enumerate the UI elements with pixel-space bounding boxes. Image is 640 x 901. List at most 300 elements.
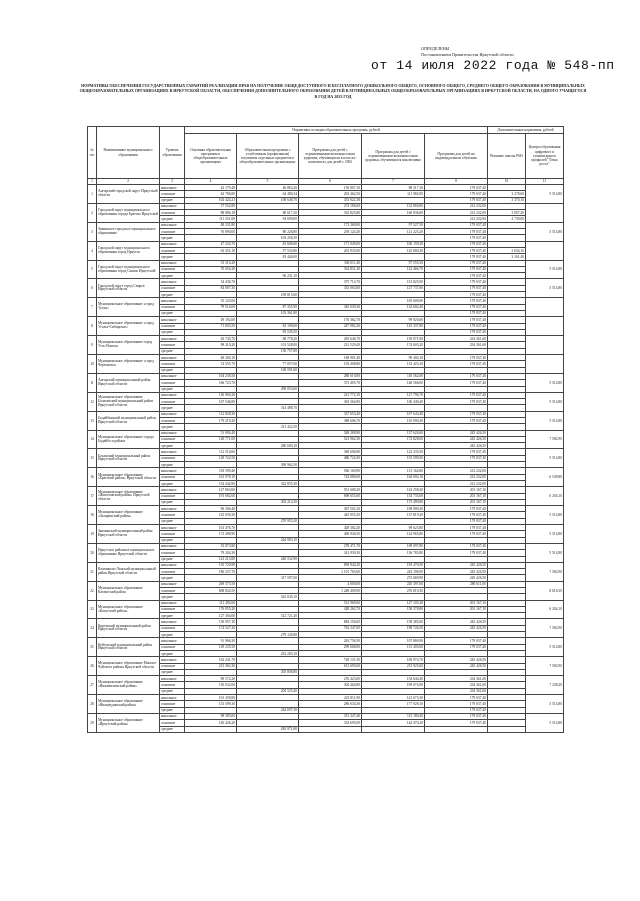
value-cell-individual: 179 037,40: [425, 455, 488, 461]
municipality-name-cell: Муниципальное образование «Братский район» Иркутской области: [97, 468, 160, 487]
value-cell-ovz-class: 201 935,00: [299, 247, 362, 253]
value-cell-basic: 172 288,90: [185, 531, 237, 537]
level-cell: среднее: [160, 386, 185, 392]
col-header-level: Уровень образования: [160, 127, 185, 179]
municipality-name-cell: Иркутское районное муниципальное образование Иркутской области: [97, 543, 160, 562]
value-cell-basic: 161 078,10: [185, 474, 237, 480]
value-cell-ovz-inclusive: 220 397,60: [362, 581, 425, 587]
value-cell-ovz-class: 239 124,20: [299, 229, 362, 235]
value-cell-ovz-inclusive: 193 470,50: [362, 562, 425, 568]
level-cell: основное: [160, 266, 185, 272]
value-cell-ovz-class: 400 940,50: [299, 531, 362, 537]
value-cell-ovz-inclusive: 105 600,90: [362, 298, 425, 304]
value-cell-individual: 179 037,40: [425, 254, 488, 260]
level-cell: среднее: [160, 254, 185, 260]
value-cell-individual: 201 167,10: [425, 493, 488, 499]
column-number-cell: 3: [160, 179, 185, 185]
value-cell-ovz-class: 388 606,70: [299, 417, 362, 423]
value-cell-basic: 89 572,20: [185, 676, 237, 682]
value-cell-basic: 76 890,00: [185, 229, 237, 235]
level-cell: начальное: [160, 468, 185, 474]
value-cell-advanced: 64 480,34: [237, 191, 299, 197]
value-cell-ovz-class: 428 382,20: [299, 525, 362, 531]
value-cell-individual: 201 167,10: [425, 600, 488, 606]
value-cell-advanced: 109 815,60: [237, 292, 299, 298]
value-cell-advanced: 101 528,00: [237, 342, 299, 348]
value-cell-individual: 245 426,50: [425, 575, 488, 581]
value-cell-basic: 37 552,80: [185, 203, 237, 209]
level-cell: среднее: [160, 575, 185, 581]
level-cell: основное: [160, 285, 185, 291]
value-cell-growth-point: 7 582,90: [526, 657, 564, 676]
level-cell: начальное: [160, 619, 185, 625]
municipality-name-cell: Муниципальное образование «город Черемхово»: [97, 355, 160, 374]
row-number-cell: 1: [88, 185, 97, 204]
value-cell-ovz-class: 274 186,60: [299, 203, 362, 209]
value-cell-ovz-inclusive: 127 737,60: [362, 285, 425, 291]
municipality-name-cell: Киренский муниципальный район Иркутской области: [97, 619, 160, 638]
level-cell: начальное: [160, 713, 185, 719]
level-cell: начальное: [160, 581, 185, 587]
value-cell-ovz-class: 702 347,00: [299, 625, 362, 631]
value-cell-ovz-inclusive: 99 920,60: [362, 317, 425, 323]
value-cell-ovz-class: 551 608,20: [299, 487, 362, 493]
value-cell-individual: 212 232,00: [425, 480, 488, 486]
value-cell-individual: 179 037,40: [425, 310, 488, 316]
value-cell-ovz-class: 286 634,30: [299, 701, 362, 707]
value-cell-advanced: 83 444,00: [237, 254, 299, 260]
municipality-name-cell: Муниципальное образование город Усть-Илимск: [97, 336, 160, 355]
level-cell: начальное: [160, 657, 185, 663]
value-cell-ovz-inclusive: [362, 726, 425, 732]
value-cell-individual: 212 232,00: [425, 474, 488, 480]
value-cell-ovz-class: 698 655,60: [299, 493, 362, 499]
level-cell: начальное: [160, 279, 185, 285]
level-cell: среднее: [160, 556, 185, 562]
value-cell-individual: 179 037,40: [425, 720, 488, 726]
value-cell-ovz-inclusive: 133 425,20: [362, 361, 425, 367]
level-cell: начальное: [160, 638, 185, 644]
value-cell-ovz-inclusive: 111 982,00: [362, 191, 425, 197]
value-cell-ovz-inclusive: 141 673,30: [362, 695, 425, 701]
value-cell-ovz-inclusive: 169 974,70: [362, 657, 425, 663]
value-cell-basic: 53 873,80: [185, 543, 237, 549]
value-cell-basic: 84 007,30: [185, 285, 237, 291]
value-cell-advanced: 57 533,80: [237, 247, 299, 253]
column-number-cell: 10: [488, 179, 526, 185]
value-cell-individual: 245 426,50: [425, 663, 488, 669]
value-cell-growth-point: 7 582,90: [526, 430, 564, 449]
value-cell-ovz-inclusive: 164 692,10: [362, 474, 425, 480]
row-number-cell: 21: [88, 562, 97, 581]
value-cell-basic: 153 399,30: [185, 701, 237, 707]
value-cell-ovz-class: 744 080,60: [299, 474, 362, 480]
level-cell: основное: [160, 720, 185, 726]
level-cell: среднее: [160, 499, 185, 505]
value-cell-basic: 74 555,70: [185, 361, 237, 367]
value-cell-individual: 179 037,40: [425, 260, 488, 266]
level-cell: основное: [160, 550, 185, 556]
value-cell-individual: 234 361,60: [425, 342, 488, 348]
value-cell-ovz-class: 839 944,20: [299, 562, 362, 568]
value-cell-basic: 111 351,08: [185, 216, 237, 222]
level-cell: основное: [160, 588, 185, 594]
column-number-cell: 4: [185, 179, 237, 185]
value-cell-basic: 112 828,30: [185, 411, 237, 417]
level-cell: начальное: [160, 222, 185, 228]
row-number-cell: 6: [88, 279, 97, 298]
value-cell-ovz-class: 263 756,50: [299, 638, 362, 644]
value-cell-basic: [185, 726, 237, 732]
row-number-cell: 5: [88, 260, 97, 279]
level-cell: начальное: [160, 373, 185, 379]
row-number-cell: 12: [88, 392, 97, 411]
value-cell-basic: 71 603,50: [185, 323, 237, 329]
value-cell-basic: 62 786,80: [185, 191, 237, 197]
value-cell-ovz-class: 728 131,50: [299, 657, 362, 663]
level-cell: основное: [160, 474, 185, 480]
column-number-cell: 11: [526, 179, 564, 185]
row-number-cell: 28: [88, 695, 97, 714]
level-cell: среднее: [160, 310, 185, 316]
value-cell-ovz-inclusive: 174 603,20: [362, 342, 425, 348]
value-cell-growth-point: 6 549,80: [526, 468, 564, 487]
row-number-cell: 3: [88, 222, 97, 241]
value-cell-growth-point: 5 514,80: [526, 373, 564, 392]
value-cell-ovz-inclusive: 160 449,40: [362, 399, 425, 405]
municipality-name-cell: Муниципальное образование «Заларинский район»: [97, 506, 160, 525]
value-cell-ovz-class: 512 969,00: [299, 600, 362, 606]
value-cell-individual: 245 426,50: [425, 625, 488, 631]
value-cell-growth-point: 5 514,80: [526, 222, 564, 241]
value-cell-basic: 98 210,20: [185, 342, 237, 348]
value-cell-basic: 186 237,70: [185, 569, 237, 575]
table-body: [88, 185, 564, 733]
value-cell-individual: 179 037,40: [425, 241, 488, 247]
value-cell-advanced: 204 525,40: [237, 688, 299, 694]
value-cell-basic: 127 863,60: [185, 487, 237, 493]
value-cell-individual: 212 232,00: [425, 216, 488, 222]
value-cell-ovz-class: 4 000,00: [299, 581, 362, 587]
value-cell-ovz-inclusive: 127 105,40: [362, 600, 425, 606]
value-cell-ovz-inclusive: 132 602,40: [362, 304, 425, 310]
value-cell-ovz-inclusive: 137 624,60: [362, 430, 425, 436]
value-cell-ovz-inclusive: 131 405,00: [362, 644, 425, 650]
value-cell-ovz-inclusive: 99 623,80: [362, 525, 425, 531]
value-cell-advanced: 317 597,00: [237, 575, 299, 581]
value-cell-advanced: 106 591,60: [237, 367, 299, 373]
level-cell: начальное: [160, 317, 185, 323]
value-cell-ovz-class: 884 156,00: [299, 619, 362, 625]
level-cell: среднее: [160, 216, 185, 222]
value-cell-basic: 176 055,20: [185, 606, 237, 612]
value-cell-individual: 245 426,50: [425, 569, 488, 575]
value-cell-ovz-class: 332 825,80: [299, 210, 362, 216]
row-number-cell: 9: [88, 336, 97, 355]
value-cell-basic: 269 575,50: [185, 581, 237, 587]
value-cell-individual: 179 037,40: [425, 247, 488, 253]
level-cell: основное: [160, 361, 185, 367]
level-cell: начальное: [160, 600, 185, 606]
value-cell-growth-point: 7 582,90: [526, 619, 564, 638]
value-cell-basic: 127 304,00: [185, 613, 237, 619]
value-cell-growth-point: 5 514,80: [526, 638, 564, 657]
level-cell: основное: [160, 625, 185, 631]
value-cell-ovz-inclusive: 243 106,90: [362, 569, 425, 575]
row-number-cell: 16: [88, 468, 97, 487]
level-cell: среднее: [160, 632, 185, 638]
value-cell-advanced: 211 422,50: [237, 424, 299, 430]
value-cell-military: [488, 726, 526, 732]
value-cell-basic: 88 886,18: [185, 210, 237, 216]
value-cell-basic: 34 436,70: [185, 279, 237, 285]
value-cell-basic: 166 723,70: [185, 380, 237, 386]
value-cell-basic: 48 260,10: [185, 355, 237, 361]
value-cell-ovz-class: 566 160,90: [299, 468, 362, 474]
value-cell-ovz-inclusive: 199 074,90: [362, 682, 425, 688]
value-cell-basic: 42 179,48: [185, 185, 237, 191]
value-cell-ovz-class: 176 362,70: [299, 317, 362, 323]
value-cell-growth-point: 5 514,80: [526, 543, 564, 562]
value-cell-ovz-class: 171 949,00: [299, 241, 362, 247]
value-cell-basic: 140 426,20: [185, 720, 237, 726]
value-cell-ovz-inclusive: 131 164,80: [362, 468, 425, 474]
value-cell-ovz-inclusive: 122 335,50: [362, 449, 425, 455]
level-cell: начальное: [160, 543, 185, 549]
level-cell: среднее: [160, 537, 185, 543]
value-cell-individual: 201 167,10: [425, 487, 488, 493]
value-cell-advanced: 312 721,20: [237, 613, 299, 619]
level-cell: основное: [160, 417, 185, 423]
municipality-name-cell: Бодайбинский муниципальный район Иркутской области: [97, 411, 160, 430]
value-cell-individual: 234 361,60: [425, 336, 488, 342]
value-cell-basic: 154 442,90: [185, 480, 237, 486]
value-cell-basic: 55 125,00: [185, 298, 237, 304]
row-number-cell: 4: [88, 241, 97, 260]
row-number-cell: 13: [88, 411, 97, 430]
value-cell-growth-point: 5 514,80: [526, 506, 564, 525]
level-cell: основное: [160, 606, 185, 612]
value-cell-growth-point: 5 514,80: [526, 392, 564, 411]
value-cell-ovz-class: 156 807,10: [299, 185, 362, 191]
value-cell-growth-point: 5 514,80: [526, 713, 564, 732]
level-cell: среднее: [160, 707, 185, 713]
level-cell: среднее: [160, 329, 185, 335]
value-cell-basic: 96 306,40: [185, 506, 237, 512]
value-cell-advanced: 103 361,80: [237, 310, 299, 316]
value-cell-growth-point: 5 514,80: [526, 525, 564, 544]
municipality-name-cell: Ангарский городской округ Иркутской области: [97, 185, 160, 204]
value-cell-individual: 179 037,40: [425, 273, 488, 279]
value-cell-individual: 179 037,40: [425, 701, 488, 707]
value-cell-ovz-class: 337 653,40: [299, 411, 362, 417]
value-cell-individual: 245 426,50: [425, 443, 488, 449]
row-number-cell: 25: [88, 638, 97, 657]
norms-table: [87, 126, 564, 733]
value-cell-ovz-class: 331 347,40: [299, 713, 362, 719]
value-cell-ovz-class: 341 839,30: [299, 550, 362, 556]
value-cell-individual: 201 167,10: [425, 499, 488, 505]
value-cell-advanced: 290 053,60: [237, 386, 299, 392]
value-cell-ovz-class: 333 695,00: [299, 720, 362, 726]
municipality-name-cell: Муниципальное образование Катангский район: [97, 581, 160, 600]
municipality-name-cell: Городской округ муниципального образования города Братска Иркутской: [97, 203, 160, 222]
value-cell-ovz-class: 280 610,00: [299, 373, 362, 379]
value-cell-basic: 63 351,10: [185, 247, 237, 253]
value-cell-ovz-inclusive: 136 783,80: [362, 550, 425, 556]
value-cell-ovz-inclusive: 118 362,60: [362, 373, 425, 379]
value-cell-individual: 245 426,50: [425, 657, 488, 663]
value-cell-growth-point: [526, 203, 564, 222]
column-number-cell: 7: [362, 179, 425, 185]
value-cell-basic: 102 424,21: [185, 197, 237, 203]
col-header-6: Программа для детей с ограниченными возможностями здоровья, обучающихся в классах-комплектах для детей с ОВЗ: [299, 134, 362, 179]
value-cell-ovz-class: 367 502,10: [299, 506, 362, 512]
value-cell-ovz-inclusive: 132 869,80: [362, 203, 425, 209]
value-cell-ovz-inclusive: 154 644,40: [362, 676, 425, 682]
value-cell-advanced: 68 778,20: [237, 336, 299, 342]
value-cell-ovz-inclusive: 107 643,40: [362, 411, 425, 417]
level-cell: основное: [160, 644, 185, 650]
value-cell-advanced: 270 955,20: [237, 518, 299, 524]
value-cell-individual: 179 037,40: [425, 392, 488, 398]
municipality-name-cell: Муниципальное образование «город Усолье-Сибирское»: [97, 317, 160, 336]
value-cell-individual: 179 037,40: [425, 317, 488, 323]
level-cell: среднее: [160, 613, 185, 619]
value-cell-ovz-inclusive: 121 225,20: [362, 229, 425, 235]
value-cell-growth-point: 5 514,80: [526, 279, 564, 298]
level-cell: среднее: [160, 348, 185, 354]
value-cell-ovz-inclusive: 125 800,30: [362, 247, 425, 253]
value-cell-basic: 118 599,40: [185, 468, 237, 474]
group-header-extra: Дополнительные нормативы, рублей: [488, 127, 564, 134]
level-cell: среднее: [160, 197, 185, 203]
level-cell: основное: [160, 304, 185, 310]
value-cell-ovz-inclusive: 97 527,50: [362, 222, 425, 228]
value-cell-advanced: 244 697,30: [237, 707, 299, 713]
value-cell-ovz-class: 613 695,60: [299, 663, 362, 669]
municipality-name-cell: Муниципальное образование «Иркутский район»: [97, 713, 160, 732]
value-cell-ovz-inclusive: 158 385,60: [362, 619, 425, 625]
row-number-cell: 20: [88, 543, 97, 562]
value-cell-advanced: 303 214,50: [237, 499, 299, 505]
municipality-name-cell: Муниципальное образование «Жигаловский район» Иркутской области: [97, 487, 160, 506]
value-cell-ovz-class: 363 364,90: [299, 399, 362, 405]
column-number-cell: 1: [88, 179, 97, 185]
municipality-name-cell: Муниципальное образование «Качугский район»: [97, 600, 160, 619]
value-cell-advanced: 45 606,80: [237, 241, 299, 247]
value-cell-ovz-inclusive: 101 825,90: [362, 279, 425, 285]
value-cell-individual: 179 037,40: [425, 373, 488, 379]
value-cell-individual: 179 037,40: [425, 644, 488, 650]
value-cell-basic: 53 316,20: [185, 260, 237, 266]
value-cell-basic: 167 546,80: [185, 399, 237, 405]
value-cell-basic: 98 385,00: [185, 713, 237, 719]
value-cell-military: 2 034,10: [488, 247, 526, 253]
level-cell: среднее: [160, 669, 185, 675]
approval-block: [421, 46, 514, 58]
value-cell-ovz-class: 276 423,00: [299, 676, 362, 682]
row-number-cell: 7: [88, 298, 97, 317]
value-cell-ovz-inclusive: 166 836,80: [362, 210, 425, 216]
value-cell-growth-point: 8 616,50: [526, 581, 564, 600]
level-cell: основное: [160, 229, 185, 235]
value-cell-individual: 245 426,50: [425, 430, 488, 436]
value-cell-individual: 179 037,40: [425, 292, 488, 298]
value-cell-ovz-inclusive: 139 071,90: [362, 336, 425, 342]
value-cell-individual: 179 037,40: [425, 298, 488, 304]
value-cell-advanced: 108 648,70: [237, 197, 299, 203]
value-cell-individual: 234 361,60: [425, 676, 488, 682]
value-cell-advanced: 77 057,60: [237, 361, 299, 367]
level-cell: начальное: [160, 449, 185, 455]
value-cell-ovz-inclusive: 148 566,00: [362, 380, 425, 386]
value-cell-ovz-inclusive: 123 258,20: [362, 487, 425, 493]
value-cell-ovz-inclusive: 107 869,90: [362, 638, 425, 644]
value-cell-advanced: 455 858,80: [237, 669, 299, 675]
value-cell-basic: 130 032,00: [185, 682, 237, 688]
value-cell-ovz-inclusive: 213 925,60: [362, 663, 425, 669]
value-cell-basic: 79 514,69: [185, 304, 237, 310]
value-cell-ovz-class: 333 063,00: [299, 285, 362, 291]
column-number-cell: 6: [299, 179, 362, 185]
level-cell: начальное: [160, 676, 185, 682]
value-cell-advanced: 80 226,80: [237, 229, 299, 235]
value-cell-advanced: 80 617,20: [237, 210, 299, 216]
value-cell-advanced: 136 757,80: [237, 348, 299, 354]
level-cell: начальное: [160, 562, 185, 568]
value-cell-individual: 179 037,40: [425, 713, 488, 719]
level-cell: основное: [160, 493, 185, 499]
value-cell-individual: 212 232,00: [425, 203, 488, 209]
level-cell: основное: [160, 399, 185, 405]
value-cell-ovz-class: 486 724,30: [299, 455, 362, 461]
value-cell-military: 3 161,40: [488, 254, 526, 260]
level-cell: начальное: [160, 298, 185, 304]
value-cell-growth-point: [526, 317, 564, 336]
level-cell: среднее: [160, 443, 185, 449]
value-cell-ovz-class: 202 462,50: [299, 191, 362, 197]
level-cell: среднее: [160, 405, 185, 411]
document-title: НОРМАТИВЫ ОБЕСПЕЧЕНИЯ ГОСУДАРСТВЕННЫХ ГАРАНТИЙ РЕАЛИЗАЦИИ ПРАВ НА ПОЛУЧЕНИЕ ОБЩЕДОСТУПНОГО И БЕСПЛАТНОГО ДОШКОЛЬНОГО ОБЩЕГО, ОСНОВНОГО ОБЩЕГО, СРЕДНЕГО ОБЩЕГО ОБРАЗОВАНИЯ В МУНИЦИПАЛЬНЫХ ОБЩЕОБРАЗОВАТЕЛЬНЫХ ОРГАНИЗАЦИЯХ В ИРКУТСКОЙ ОБЛАСТИ, ОБЕСПЕЧЕНИЯ ДОПОЛНИТЕЛЬНОГО ОБРАЗОВАНИЯ ДЕТЕЙ В МУНИЦИПАЛЬНЫХ ОБЩЕОБРАЗОВАТЕЛЬНЫХ ОРГАНИЗАЦИЯХ В ИРКУТСКОЙ ОБЛАСТИ, НА ОДНОГО УЧАЩЕГОСЯ В ГОД НА 2023 ГОД: [79, 83, 587, 99]
row-number-cell: 8: [88, 317, 97, 336]
resolution-date-number: от 14 июля 2022 года № 548-пп: [371, 58, 615, 73]
level-cell: начальное: [160, 355, 185, 361]
value-cell-basic: 174 527,20: [185, 625, 237, 631]
level-cell: среднее: [160, 726, 185, 732]
value-cell-ovz-class: 304 464,80: [299, 682, 362, 688]
value-cell-individual: 179 037,40: [425, 197, 488, 203]
value-cell-individual: 179 037,40: [425, 304, 488, 310]
value-cell-advanced: 96 231,10: [237, 273, 299, 279]
value-cell-ovz-inclusive: 154 735,00: [362, 493, 425, 499]
value-cell-individual: 179 037,40: [425, 285, 488, 291]
row-number-cell: 2: [88, 203, 97, 222]
value-cell-growth-point: 5 514,80: [526, 185, 564, 204]
level-cell: начальное: [160, 241, 185, 247]
value-cell-ovz-inclusive: 122 466,70: [362, 266, 425, 272]
value-cell-individual: 179 037,40: [425, 518, 488, 524]
municipality-name-cell: Городской округ муниципального образования город Иркутск: [97, 241, 160, 260]
value-cell-individual: 179 037,40: [425, 512, 488, 518]
value-cell-ovz-inclusive: 127 796,70: [362, 392, 425, 398]
value-cell-ovz-class: 299 668,00: [299, 644, 362, 650]
level-cell: основное: [160, 323, 185, 329]
value-cell-individual: 179 037,40: [425, 531, 488, 537]
municipality-name-cell: Городской округ город Свирск Иркутской области: [97, 279, 160, 298]
level-cell: среднее: [160, 424, 185, 430]
value-cell-individual: 179 037,40: [425, 380, 488, 386]
